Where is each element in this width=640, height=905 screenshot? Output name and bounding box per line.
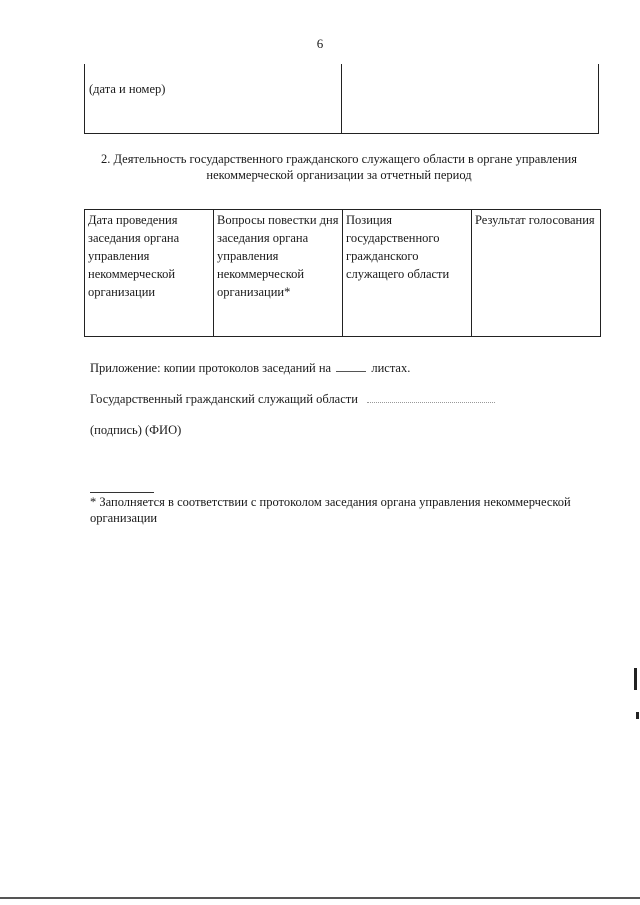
section-heading: 2. Деятельность государственного гражданского служащего области в органе управления некоммерческой организации за отчетный период (101, 152, 577, 182)
column-voting-result: Результат голосования (472, 210, 601, 337)
page-number: 6 (316, 36, 324, 51)
sheets-count-blank (336, 361, 366, 372)
signatory-label: Государственный гражданский служащий области (90, 392, 358, 406)
column-agenda-questions: Вопросы повестки дня заседания органа управления некоммерческой организации* (214, 210, 343, 337)
attachment-prefix: Приложение: копии протоколов заседаний на (90, 361, 332, 375)
scan-bottom-edge (0, 897, 640, 899)
attachment-suffix: листах. (371, 361, 411, 375)
document-number-table (84, 64, 599, 134)
date-number-cell: (дата и номер) (89, 82, 166, 96)
footnote-rule (90, 492, 154, 493)
table-row (85, 210, 601, 337)
activity-table (84, 209, 601, 337)
signatory-blank (367, 392, 495, 403)
signatory-line (90, 392, 495, 407)
column-meeting-date: Дата проведения заседания органа управления некоммерческой организации (85, 210, 214, 337)
footnote-text: * Заполняется в соответствии с протоколом заседания органа управления некоммерческой организации (90, 495, 571, 525)
column-official-position: Позиция государственного гражданского служащего области (343, 210, 472, 337)
table-divider (341, 64, 342, 133)
scan-artifact (636, 712, 639, 719)
signature-label: (подпись) (ФИО) (90, 423, 182, 437)
attachment-line (90, 361, 410, 376)
scan-artifact (634, 668, 637, 690)
